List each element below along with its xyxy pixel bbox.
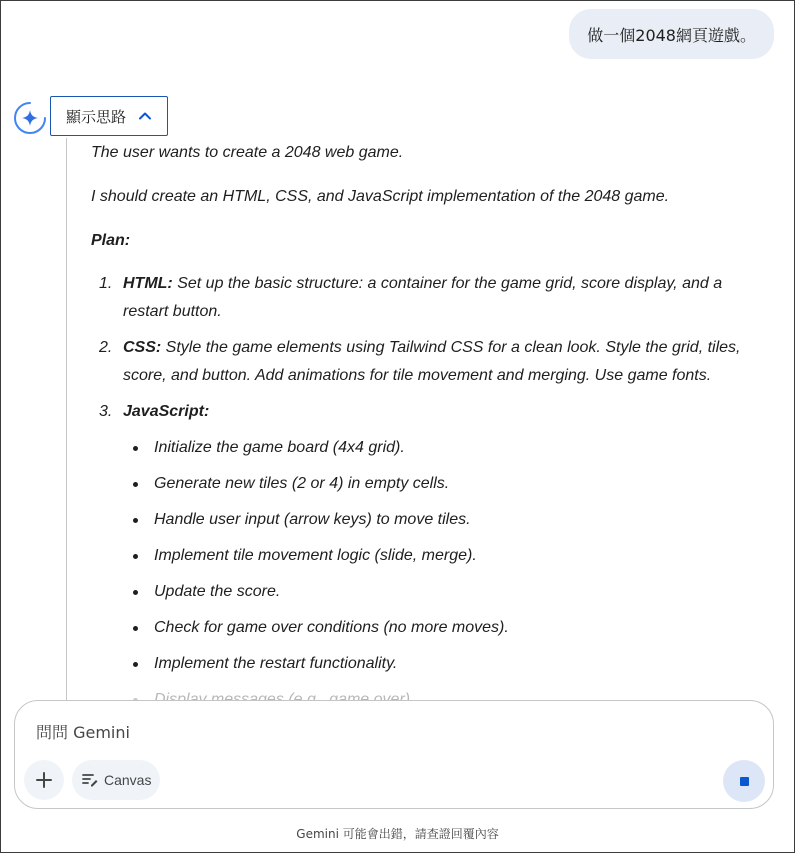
plan-list xyxy=(91,270,771,714)
show-thoughts-label: 顯示思路 xyxy=(66,107,127,126)
plan-item: 3. JavaScript: Initialize the game board (4x4 grid). Generate new tiles (2 or 4) in empty cells. Handle user input (arrow keys) to move tiles. Implement tile movement logic (slide, merge). Update the score. Check for game over conditions (no more moves). Implement the restart functionality. xyxy=(91,398,771,714)
thoughts-thread-line xyxy=(66,138,67,700)
thoughts-content xyxy=(91,139,771,722)
plan-item: 1. HTML: Set up the basic structure: a container for the game grid, score display, and a restart button. xyxy=(99,275,723,320)
list-item: Implement the restart functionality. xyxy=(123,650,771,678)
show-thoughts-button[interactable] xyxy=(50,96,168,136)
prompt-composer[interactable] xyxy=(14,700,774,809)
thought-goal: I should create an HTML, CSS, and JavaScript implementation of the 2048 game. xyxy=(91,188,670,205)
list-item: Generate new tiles (2 or 4) in empty cells. xyxy=(123,470,771,498)
canvas-button[interactable] xyxy=(72,760,160,800)
plan-heading: Plan: xyxy=(91,232,131,249)
canvas-label: Canvas xyxy=(104,772,152,788)
list-item: Update the score. xyxy=(123,578,771,606)
disclaimer-text: Gemini 可能會出錯，請查證回覆內容 xyxy=(296,827,499,841)
gemini-spark-icon xyxy=(13,101,47,135)
canvas-icon xyxy=(82,773,98,787)
stop-generating-button[interactable] xyxy=(723,760,765,802)
list-item: Implement tile movement logic (slide, merge). xyxy=(123,542,771,570)
plus-icon xyxy=(35,771,53,789)
list-item: Handle user input (arrow keys) to move tiles. xyxy=(123,506,771,534)
user-message-bubble xyxy=(569,9,774,59)
user-message-text: 做一個2048網頁遊戲。 xyxy=(587,25,756,45)
prompt-input[interactable]: 問問 Gemini xyxy=(36,723,130,742)
stop-icon xyxy=(740,777,749,786)
thought-intro: The user wants to create a 2048 web game. xyxy=(91,144,404,161)
chevron-up-icon xyxy=(138,109,152,123)
add-button[interactable] xyxy=(24,760,64,800)
list-item: Initialize the game board (4x4 grid). xyxy=(123,434,771,462)
list-item: Check for game over conditions (no more moves). xyxy=(123,614,771,642)
js-steps-list xyxy=(123,434,771,714)
plan-item: 2. CSS: Style the game elements using Tailwind CSS for a clean look. Style the grid, tiles, score, and button. Add animations for tile movement and merging. Use game fonts. xyxy=(99,339,741,384)
